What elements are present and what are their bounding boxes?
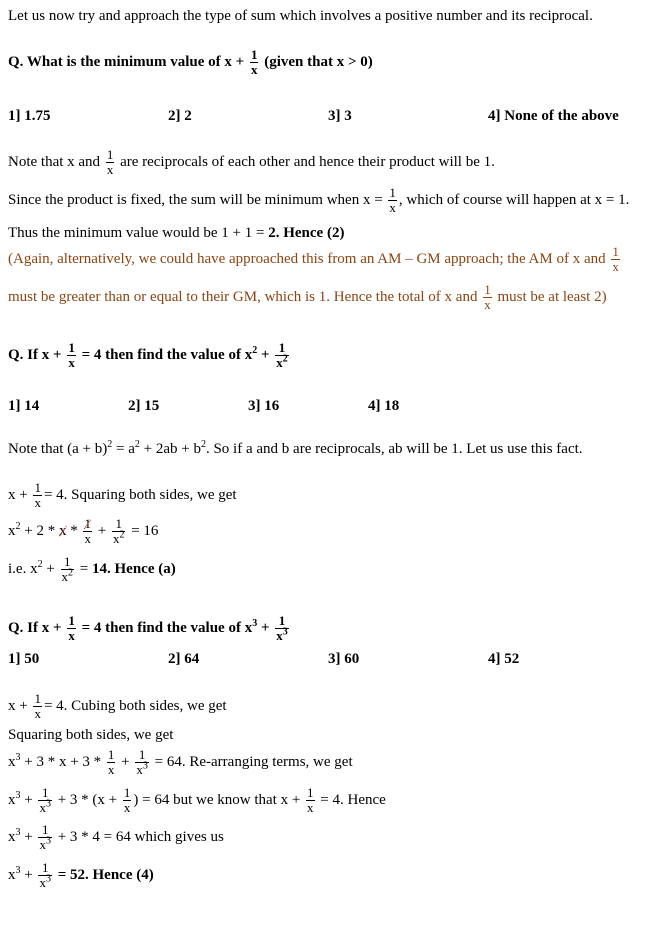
q3-option-1: 1] 50	[8, 651, 40, 667]
q1-thus: Thus the minimum value would be 1 + 1 = 2. Hence (2)	[8, 225, 345, 241]
intro-text: Let us now try and approach the type of sum which involves a positive number and its reciprocal.	[8, 8, 593, 24]
q1-alt-line-1: (Again, alternatively, we could have approached this from an AM – GM approach; the AM of x and $\frac{1}{x}$	[8, 244, 619, 274]
question-1: Q. What is the minimum value of x + $\frac{1}{x}$ (given that x > 0)	[8, 47, 373, 77]
question-2: Q. If x + $\frac{1}{x}$ = 4 then find the value of $x^2$ + $\frac{1}{x^2}$	[8, 340, 288, 370]
q2-conclusion: i.e. $x^2$ + $\frac{1}{x^2}$ = 14. Hence (a)	[8, 554, 176, 584]
q2-step-1: x + $\frac{1}{x}$ = 4. Squaring both sides, we get	[8, 480, 237, 510]
fraction-1-over-x: $\frac{1}{x}$	[389, 185, 396, 215]
q1-option-3: 3] 3	[328, 108, 352, 124]
q3-step-1: x + $\frac{1}{x}$ = 4. Cubing both sides, we get	[8, 691, 227, 721]
q2-option-4: 4] 18	[368, 398, 400, 414]
q3-step-2: $x^3 + 3 * x + 3$ * $\frac{1}{x}$ + $\frac{1}{x^3}$ = 64. Re-arranging terms, we get	[8, 747, 353, 777]
fraction-1-over-x: $\frac{1}{x}$	[106, 147, 114, 177]
q3-squaring: Squaring both sides, we get	[8, 727, 174, 743]
q3-option-4: 4] 52	[488, 651, 520, 667]
q3-option-3: 3] 60	[328, 651, 360, 667]
q1-option-4: 4] None of the above	[488, 108, 619, 124]
fraction-1-over-x: $\frac{1}{x}$	[612, 244, 619, 274]
q1-option-1: 1] 1.75	[8, 108, 51, 124]
cancelled-x: x	[58, 522, 67, 539]
q2-option-2: 2] 15	[128, 398, 160, 414]
q3-step-4: $x^3$ + $\frac{1}{x^3}$ + 3 * 4 = 64 which gives us	[8, 822, 224, 852]
fraction-1-over-x: $\frac{1}{x}$	[250, 47, 258, 77]
q1-option-2: 2] 2	[168, 108, 192, 124]
q1-note: Note that x and $\frac{1}{x}$ are reciprocals of each other and hence their product will be 1.	[8, 147, 495, 177]
q2-note: Note that $(a + b)^2 = a^2 + 2ab + b^2$. So if a and b are reciprocals, ab will be 1. Let us use this fact.	[8, 439, 583, 457]
q2-step-2: $x^2 + 2 * x$ * $\frac{1}{x}$ + $\frac{1}{x^2}$ = 16	[8, 516, 159, 546]
q3-option-2: 2] 64	[168, 651, 200, 667]
q3-step-3: $x^3$ + $\frac{1}{x^3}$ + 3 * (x + $\frac{1}{x}$ ) = 64 but we know that x + $\frac{1}{x}$ = 4. Hence	[8, 785, 386, 815]
q3-conclusion: $x^3$ + $\frac{1}{x^3}$ = 52. Hence (4)	[8, 860, 154, 890]
fraction-1-over-x: $\frac{1}{x}$	[484, 282, 491, 312]
q1-alt-line-2: must be greater than or equal to their GM, which is 1. Hence the total of x and $\frac{1}{x}$ must be at least 2)	[8, 282, 607, 312]
question-3: Q. If x + $\frac{1}{x}$ = 4 then find the value of $x^3$ + $\frac{1}{x^3}$	[8, 613, 288, 643]
q2-option-3: 3] 16	[248, 398, 280, 414]
q2-option-1: 1] 14	[8, 398, 40, 414]
q1-since: Since the product is fixed, the sum will be minimum when x = $\frac{1}{x}$ , which of course will happen at x = 1.	[8, 185, 630, 215]
